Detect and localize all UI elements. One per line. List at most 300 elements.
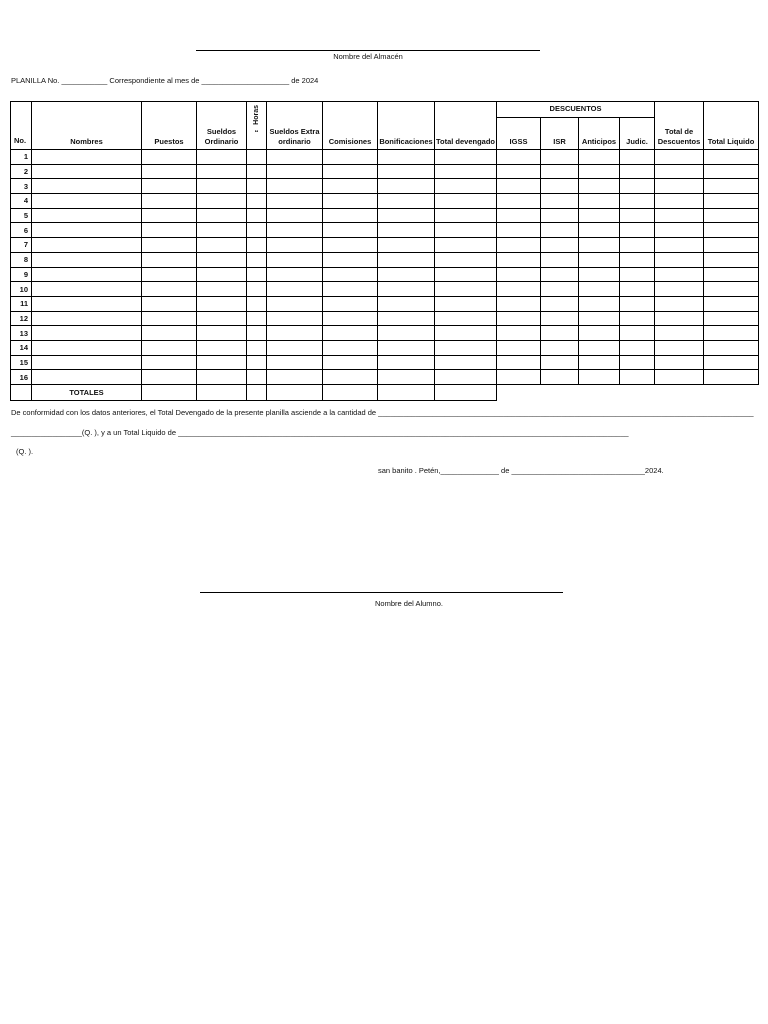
table-cell [323,282,378,297]
table-cell [32,223,142,238]
totals-cell [541,385,579,401]
row-number: 5 [11,208,32,223]
header-puestos: Puestos [142,102,197,150]
table-cell [247,311,267,326]
table-cell [655,370,704,385]
table-cell [32,370,142,385]
table-cell [497,311,541,326]
table-cell [267,208,323,223]
table-cell [435,326,497,341]
table-cell [197,164,247,179]
table-cell [435,267,497,282]
totals-cell [142,385,197,401]
table-cell [620,370,655,385]
conformity-line-2: _________________(Q. ), y a un Total Liquido de ____________________________________________________________________________________________________________ [11,428,629,437]
table-cell [579,311,620,326]
row-number: 13 [11,326,32,341]
table-cell [197,311,247,326]
table-cell [541,267,579,282]
table-cell [497,326,541,341]
header-no: No. [11,102,32,150]
table-cell [541,194,579,209]
table-cell [267,238,323,253]
table-cell [32,282,142,297]
table-cell [32,179,142,194]
table-cell [267,340,323,355]
table-row [11,355,759,370]
table-cell [579,370,620,385]
table-cell [247,223,267,238]
row-number: 15 [11,355,32,370]
table-cell [704,370,759,385]
table-row [11,267,759,282]
table-cell [620,340,655,355]
table-row [11,150,759,165]
table-cell [497,179,541,194]
table-cell [620,282,655,297]
table-cell [378,208,435,223]
totals-label: TOTALES [32,385,142,401]
table-cell [142,223,197,238]
header-horas-sub: “ [254,127,259,137]
table-cell [142,326,197,341]
table-cell [704,179,759,194]
table-cell [197,238,247,253]
table-cell [497,208,541,223]
header-total-liquido: Total Liquido [704,102,759,150]
table-cell [704,340,759,355]
table-row [11,252,759,267]
row-number: 14 [11,340,32,355]
table-cell [655,150,704,165]
table-cell [497,238,541,253]
table-cell [32,238,142,253]
table-row [11,326,759,341]
row-number: 1 [11,150,32,165]
header-comisiones: Comisiones [323,102,378,150]
table-cell [247,238,267,253]
table-cell [32,267,142,282]
totals-cell [267,385,323,401]
table-cell [378,282,435,297]
table-cell [142,340,197,355]
table-cell [497,164,541,179]
table-cell [323,150,378,165]
table-cell [704,208,759,223]
row-number: 4 [11,194,32,209]
table-cell [323,194,378,209]
table-cell [620,208,655,223]
table-cell [541,252,579,267]
table-cell [378,164,435,179]
table-cell [142,208,197,223]
table-cell [323,326,378,341]
table-row [11,164,759,179]
table-cell [378,150,435,165]
table-cell [541,326,579,341]
planilla-number-line: PLANILLA No. ___________ Correspondiente al mes de _____________________ de 2024 [11,76,319,85]
table-cell [704,296,759,311]
table-cell [579,252,620,267]
table-cell [655,282,704,297]
table-cell [541,179,579,194]
table-cell [435,311,497,326]
table-cell [435,179,497,194]
table-cell [435,194,497,209]
table-cell [435,150,497,165]
table-cell [579,223,620,238]
table-cell [142,252,197,267]
table-cell [497,340,541,355]
table-cell [32,326,142,341]
signature-label: Nombre del Alumno. [375,599,443,608]
place-date-line: san banito . Petén,______________ de ________________________________2024. [378,466,664,475]
table-cell [378,238,435,253]
table-cell [704,267,759,282]
table-cell [378,370,435,385]
table-cell [267,223,323,238]
table-row [11,194,759,209]
table-cell [247,252,267,267]
table-cell [142,194,197,209]
table-cell [142,179,197,194]
totals-cell [247,385,267,401]
table-cell [541,164,579,179]
table-cell [267,150,323,165]
table-cell [497,267,541,282]
table-cell [704,355,759,370]
payroll-table [10,101,759,401]
table-cell [378,252,435,267]
row-number: 10 [11,282,32,297]
row-number: 9 [11,267,32,282]
table-cell [620,311,655,326]
table-cell [323,340,378,355]
table-cell [197,208,247,223]
table-cell [620,150,655,165]
table-cell [378,267,435,282]
table-row [11,208,759,223]
table-cell [267,194,323,209]
table-cell [497,252,541,267]
table-cell [32,296,142,311]
table-cell [267,326,323,341]
table-cell [142,355,197,370]
table-cell [541,282,579,297]
header-judic: Judic. [620,118,655,150]
table-cell [579,194,620,209]
table-cell [323,223,378,238]
table-cell [579,355,620,370]
table-cell [541,311,579,326]
totals-cell [197,385,247,401]
table-cell [620,326,655,341]
table-cell [247,296,267,311]
table-cell [267,296,323,311]
table-cell [197,223,247,238]
table-cell [197,150,247,165]
header-nombres: Nombres [32,102,142,150]
table-cell [620,296,655,311]
table-cell [704,164,759,179]
table-cell [378,311,435,326]
table-cell [197,252,247,267]
table-cell [497,282,541,297]
totals-cell [323,385,378,401]
table-cell [579,179,620,194]
totals-cell [655,385,704,401]
header-sueldos-extra: Sueldos Extra ordinario [267,102,323,150]
table-cell [197,179,247,194]
table-cell [704,326,759,341]
table-cell [247,208,267,223]
table-cell [378,340,435,355]
table-cell [579,282,620,297]
table-cell [247,340,267,355]
table-cell [704,252,759,267]
table-cell [32,164,142,179]
table-cell [197,194,247,209]
table-cell [704,238,759,253]
table-cell [620,164,655,179]
table-cell [142,238,197,253]
table-cell [541,238,579,253]
table-cell [378,296,435,311]
table-cell [247,194,267,209]
table-cell [497,150,541,165]
table-cell [655,355,704,370]
table-cell [323,164,378,179]
header-isr: ISR [541,118,579,150]
table-cell [32,208,142,223]
table-row [11,223,759,238]
table-cell [32,340,142,355]
totals-cell [378,385,435,401]
table-cell [435,223,497,238]
table-cell [267,311,323,326]
conformity-line-1: De conformidad con los datos anteriores, el Total Devengado de la presente planilla asciende a la cantidad de __________________________________________________________________________________________ [11,408,754,417]
table-cell [497,355,541,370]
store-name-label: Nombre del Almacén [333,52,403,61]
row-number: 11 [11,296,32,311]
table-cell [541,296,579,311]
table-cell [197,267,247,282]
table-cell [32,311,142,326]
table-cell [541,223,579,238]
table-cell [142,267,197,282]
row-number: 8 [11,252,32,267]
header-descuentos-group: DESCUENTOS [497,102,655,118]
table-cell [197,370,247,385]
table-cell [655,194,704,209]
table-cell [541,340,579,355]
header-sueldos-ordinario: Sueldos Ordinario [197,102,247,150]
table-cell [541,355,579,370]
table-cell [579,267,620,282]
table-cell [435,252,497,267]
table-cell [378,179,435,194]
row-number: 7 [11,238,32,253]
table-cell [655,223,704,238]
table-cell [497,296,541,311]
table-cell [435,340,497,355]
table-cell [247,282,267,297]
table-cell [323,296,378,311]
header-anticipos: Anticipos [579,118,620,150]
table-cell [267,179,323,194]
table-cell [620,355,655,370]
table-cell [620,179,655,194]
table-cell [142,282,197,297]
table-cell [323,267,378,282]
table-cell [655,208,704,223]
table-cell [497,194,541,209]
table-cell [497,223,541,238]
table-cell [32,194,142,209]
header-total-descuentos: Total de Descuentos [655,102,704,150]
table-cell [655,340,704,355]
table-cell [323,238,378,253]
row-number: 12 [11,311,32,326]
totals-cell [435,385,497,401]
table-cell [378,355,435,370]
table-cell [435,164,497,179]
table-cell [323,208,378,223]
table-cell [620,223,655,238]
table-cell [247,164,267,179]
row-number: 6 [11,223,32,238]
table-cell [541,150,579,165]
table-cell [197,282,247,297]
table-cell [579,238,620,253]
row-number: 2 [11,164,32,179]
table-cell [435,238,497,253]
header-horas-label: Horas [252,105,260,125]
totals-cell [579,385,620,401]
table-cell [197,355,247,370]
table-cell [247,267,267,282]
table-cell [247,179,267,194]
table-cell [620,252,655,267]
table-cell [247,370,267,385]
table-row [11,296,759,311]
table-cell [247,150,267,165]
totals-cell [497,385,541,401]
table-cell [142,370,197,385]
conformity-line-3: (Q. ). [16,447,34,456]
table-cell [142,296,197,311]
table-cell [323,252,378,267]
totals-cell [620,385,655,401]
table-cell [704,194,759,209]
table-cell [32,252,142,267]
table-cell [655,252,704,267]
table-cell [579,208,620,223]
table-cell [323,370,378,385]
table-cell [655,311,704,326]
table-cell [655,267,704,282]
table-cell [579,296,620,311]
totals-blank-cell [11,385,32,401]
table-cell [435,282,497,297]
table-cell [378,326,435,341]
table-cell [323,355,378,370]
table-cell [32,150,142,165]
table-cell [267,282,323,297]
table-cell [541,208,579,223]
table-row [11,282,759,297]
table-cell [142,311,197,326]
table-cell [247,355,267,370]
table-cell [435,208,497,223]
table-cell [267,252,323,267]
table-cell [620,194,655,209]
table-cell [142,150,197,165]
table-cell [323,179,378,194]
header-horas [247,102,267,150]
table-cell [620,267,655,282]
totals-row [11,385,759,401]
table-row [11,340,759,355]
table-cell [655,296,704,311]
signature-line [200,592,563,593]
table-cell [655,164,704,179]
table-cell [197,326,247,341]
table-cell [267,267,323,282]
header-total-devengado: Total devengado [435,102,497,150]
row-number: 3 [11,179,32,194]
table-cell [655,238,704,253]
table-cell [378,194,435,209]
table-cell [197,340,247,355]
header-bonificaciones: Bonificaciones [378,102,435,150]
table-cell [197,296,247,311]
table-row [11,370,759,385]
table-cell [435,370,497,385]
table-cell [267,370,323,385]
table-cell [247,326,267,341]
table-cell [497,370,541,385]
table-cell [579,340,620,355]
table-row [11,238,759,253]
table-cell [32,355,142,370]
table-cell [704,150,759,165]
table-cell [435,296,497,311]
table-cell [704,223,759,238]
table-cell [378,223,435,238]
totals-cell [704,385,759,401]
table-cell [704,282,759,297]
table-cell [142,164,197,179]
table-cell [655,179,704,194]
table-cell [579,150,620,165]
header-igss: IGSS [497,118,541,150]
payroll-body [11,150,759,401]
table-row [11,311,759,326]
table-row [11,179,759,194]
row-number: 16 [11,370,32,385]
table-cell [435,355,497,370]
table-cell [267,164,323,179]
table-cell [579,164,620,179]
table-cell [655,326,704,341]
table-cell [620,238,655,253]
table-cell [267,355,323,370]
table-cell [541,370,579,385]
store-name-line [196,50,540,51]
table-cell [579,326,620,341]
table-cell [704,311,759,326]
